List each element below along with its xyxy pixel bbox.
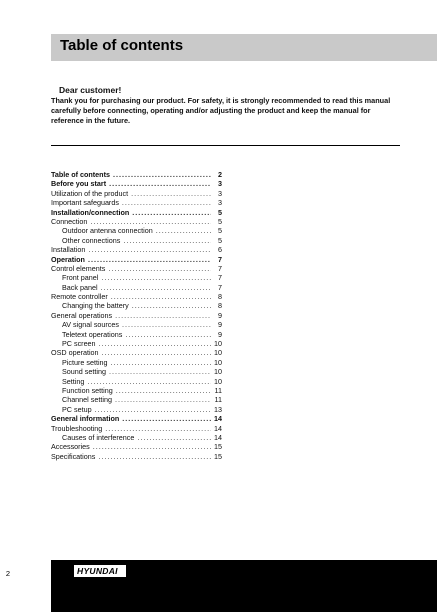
toc-entry-label: Accessories	[51, 442, 90, 452]
toc-entry-label: PC screen	[62, 339, 96, 349]
toc-leader-dots	[116, 386, 211, 395]
toc-entry-label: Specifications	[51, 451, 96, 461]
toc-leader-dots	[95, 405, 211, 414]
toc-entry[interactable]	[51, 292, 222, 301]
toc-entry-label: Teletext operations	[62, 329, 123, 339]
title-bar	[51, 34, 437, 61]
toc-entry[interactable]	[51, 198, 222, 207]
toc-entry-page: 3	[218, 198, 222, 208]
toc-entry[interactable]	[51, 208, 222, 217]
toc-entry-label: PC setup	[62, 404, 92, 414]
toc-entry[interactable]	[51, 217, 222, 226]
toc-entry-page: 9	[218, 320, 222, 330]
toc-entry[interactable]	[51, 348, 222, 357]
toc-entry[interactable]	[51, 377, 222, 386]
toc-entry-label: Control elements	[51, 263, 106, 273]
toc-leader-dots	[137, 433, 211, 442]
toc-entry-label: Installation/connection	[51, 207, 130, 217]
toc-entry[interactable]	[51, 255, 222, 264]
toc-entry-page: 9	[218, 329, 222, 339]
toc-leader-dots	[93, 442, 211, 451]
toc-entry[interactable]	[51, 301, 222, 310]
toc-entry-page: 14	[214, 423, 222, 433]
toc-entry[interactable]	[51, 283, 222, 292]
toc-entry-page: 6	[218, 245, 222, 255]
toc-entry-page: 5	[218, 216, 222, 226]
toc-entry-label: General information	[51, 414, 120, 424]
toc-entry-page: 14	[214, 432, 222, 442]
toc-leader-dots	[105, 424, 211, 433]
toc-entry-label: Before you start	[51, 179, 107, 189]
toc-leader-dots	[109, 179, 211, 188]
toc-leader-dots	[88, 255, 211, 264]
toc-entry-label: Channel setting	[62, 395, 112, 405]
toc-leader-dots	[111, 358, 211, 367]
toc-entry-page: 5	[218, 235, 222, 245]
toc-entry[interactable]	[51, 424, 222, 433]
toc-entry[interactable]	[51, 189, 222, 198]
toc-entry-label: Troubleshooting	[51, 423, 103, 433]
toc-entry-page: 7	[218, 282, 222, 292]
toc-entry-label: Table of contents	[51, 170, 110, 179]
toc-leader-dots	[87, 377, 211, 386]
toc-leader-dots	[132, 208, 211, 217]
toc-entry-page: 7	[218, 273, 222, 283]
divider	[51, 145, 400, 146]
toc-entry-page: 14	[214, 414, 222, 424]
toc-leader-dots	[90, 217, 211, 226]
toc-entry[interactable]	[51, 170, 222, 179]
toc-leader-dots	[88, 245, 211, 254]
greeting: Dear customer!	[59, 85, 122, 95]
toc-entry-page: 9	[218, 310, 222, 320]
page-number: 2	[5, 569, 10, 578]
toc-leader-dots	[109, 367, 211, 376]
toc-entry-page: 11	[214, 395, 222, 405]
toc-entry-page: 15	[214, 451, 222, 461]
toc-entry-page: 3	[218, 188, 222, 198]
toc-entry-page: 2	[218, 170, 222, 179]
toc-entry-label: Sound setting	[62, 367, 106, 377]
toc-leader-dots	[99, 339, 211, 348]
toc-entry-label: Function setting	[62, 385, 113, 395]
toc-entry-label: Setting	[62, 376, 85, 386]
toc-entry-label: Changing the battery	[62, 301, 129, 311]
toc-entry[interactable]	[51, 264, 222, 273]
toc-leader-dots	[115, 311, 211, 320]
toc-leader-dots	[102, 348, 211, 357]
toc-entry-page: 3	[218, 179, 222, 189]
toc-leader-dots	[122, 414, 211, 423]
toc-entry[interactable]	[51, 339, 222, 348]
toc-entry-page: 7	[218, 263, 222, 273]
toc-leader-dots	[113, 170, 211, 179]
toc-leader-dots	[132, 301, 211, 310]
toc-entry-page: 11	[214, 385, 222, 395]
toc-entry-page: 10	[214, 339, 222, 349]
toc-entry-page: 7	[218, 254, 222, 264]
toc-entry-page: 10	[214, 348, 222, 358]
toc-entry-page: 8	[218, 292, 222, 302]
toc-entry[interactable]	[51, 367, 222, 376]
toc-entry-label: Operation	[51, 254, 85, 264]
intro-text: Thank you for purchasing our product. For safety, it is strongly recommended to read this manual carefully before connecting, operating and/or adjusting the product and keep the manual for reference in the future.	[51, 96, 391, 125]
toc-entry[interactable]	[51, 320, 222, 329]
toc-leader-dots	[122, 198, 211, 207]
toc-entry[interactable]	[51, 236, 222, 245]
toc-leader-dots	[125, 330, 211, 339]
toc-entry-label: Causes of interference	[62, 432, 135, 442]
toc-entry-page: 10	[214, 376, 222, 386]
toc-leader-dots	[123, 236, 211, 245]
toc-entry[interactable]	[51, 179, 222, 188]
toc-entry-label: Installation	[51, 245, 86, 255]
toc-entry-page: 10	[214, 367, 222, 377]
toc-entry-label: Utilization of the product	[51, 188, 129, 198]
table-of-contents	[51, 170, 222, 461]
toc-entry-label: Picture setting	[62, 357, 108, 367]
toc-entry-label: Outdoor antenna connection	[62, 226, 153, 236]
toc-entry[interactable]	[51, 311, 222, 320]
toc-entry-label: AV signal sources	[62, 320, 119, 330]
toc-entry-label: Back panel	[62, 282, 98, 292]
toc-entry[interactable]	[51, 442, 222, 451]
toc-entry-page: 5	[218, 207, 222, 217]
toc-entry-label: Remote controller	[51, 292, 108, 302]
toc-entry-label: Other connections	[62, 235, 121, 245]
toc-entry[interactable]	[51, 245, 222, 254]
toc-entry-label: Front panel	[62, 273, 99, 283]
toc-leader-dots	[122, 320, 211, 329]
toc-entry[interactable]	[51, 226, 222, 235]
toc-leader-dots	[98, 452, 211, 461]
page-number-box	[0, 566, 51, 580]
toc-leader-dots	[108, 264, 211, 273]
toc-entry-page: 10	[214, 357, 222, 367]
toc-entry[interactable]	[51, 358, 222, 367]
toc-leader-dots	[115, 395, 211, 404]
toc-entry-page: 5	[218, 226, 222, 236]
toc-entry-label: OSD operation	[51, 348, 99, 358]
toc-entry[interactable]	[51, 395, 222, 404]
toc-leader-dots	[101, 273, 211, 282]
toc-entry-page: 8	[218, 301, 222, 311]
toc-entry[interactable]	[51, 386, 222, 395]
toc-entry-label: Important safeguards	[51, 198, 119, 208]
brand-logo-text: HYUNDAI	[77, 566, 118, 576]
toc-entry[interactable]	[51, 273, 222, 282]
toc-entry-label: Connection	[51, 216, 88, 226]
toc-entry[interactable]	[51, 330, 222, 339]
brand-logo	[74, 565, 126, 577]
toc-leader-dots	[101, 283, 211, 292]
page-title: Table of contents	[60, 37, 184, 54]
toc-leader-dots	[156, 226, 211, 235]
toc-entry-page: 13	[214, 404, 222, 414]
toc-entry[interactable]	[51, 433, 222, 442]
toc-entry[interactable]	[51, 414, 222, 423]
toc-entry[interactable]	[51, 452, 222, 461]
toc-leader-dots	[111, 292, 211, 301]
toc-entry-label: General operations	[51, 310, 113, 320]
toc-leader-dots	[131, 189, 211, 198]
toc-entry-page: 15	[214, 442, 222, 452]
toc-entry[interactable]	[51, 405, 222, 414]
